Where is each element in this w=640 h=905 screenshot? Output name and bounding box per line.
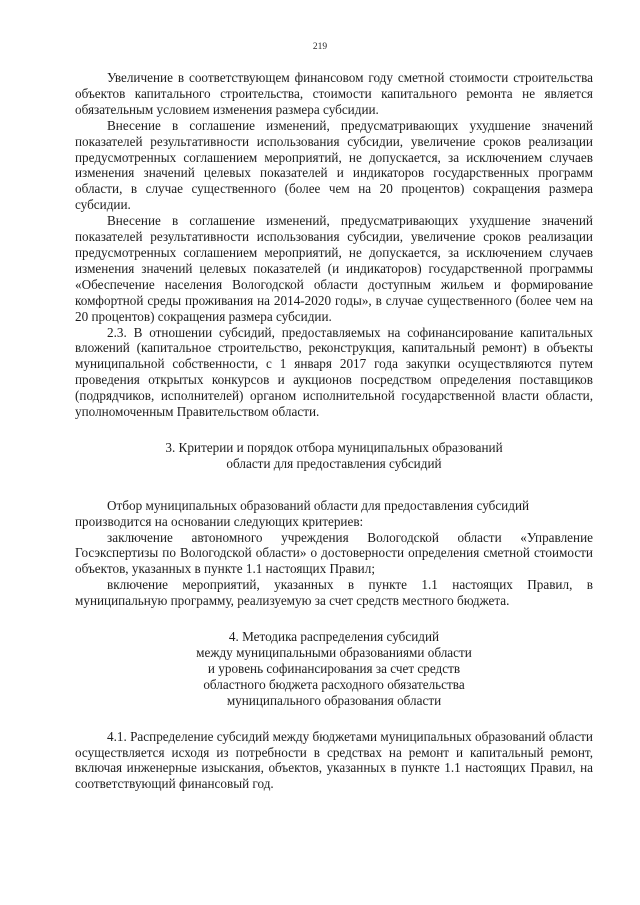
section-4-heading xyxy=(75,629,593,709)
paragraph-2-3-procurement: 2.3. В отношении субсидий, предоставляемых на софинансирование капитальных вложений (капитальное строительство, реконструкция, капитальный ремонт) в объекты муниципальной собственности, с 1 января 2017 года закупки осуществляются путем проведения открытых конкурсов и аукционов посредством определения поставщиков (подрядчиков, исполнителей) органом исполнительной государственной власти области, уполномоченным Правительством области. xyxy=(75,324,593,420)
paragraph-criterion-expert-conclusion: заключение автономного учреждения Вологодской области «Управление Госэкспертизы по Вологодской области» о достоверности определения сметной стоимости объектов, указанных в пункте 1.1 настоящих Правил; xyxy=(75,529,593,577)
selection-criteria-intro-part-1: Отбор муниципальных образований области для предоставления субсидий xyxy=(107,497,530,513)
paragraph-agreement-changes-state-programs: Внесение в соглашение изменений, предусматривающих ухудшение значений показателей результативности использования субсидии, увеличение сроков реализации предусмотренных соглашением мероприятий, не допускается, за исключением случаев изменения значений целевых показателей и индикаторов государственных программ области, в случае существенного (более чем на 20 процентов) сокращения размера субсидии. xyxy=(75,117,593,213)
section-3-heading-line-1: 3. Критерии и порядок отбора муниципальных образований xyxy=(165,439,503,455)
paragraph-selection-criteria-intro xyxy=(75,498,593,530)
paragraph-criterion-municipal-program: включение мероприятий, указанных в пункте 1.1 настоящих Правил, в муниципальную программу, реализуемую за счет средств местного бюджета. xyxy=(75,577,593,609)
document-body xyxy=(75,70,593,792)
selection-criteria-intro-part-2: производится на основании следующих критериев: xyxy=(75,513,364,529)
section-4-heading-line-2: между муниципальными образованиями области xyxy=(196,645,472,660)
paragraph-cost-increase: Увеличение в соответствующем финансовом году сметной стоимости строительства объектов капитального строительства, стоимости капитального ремонта не является обязательным условием изменения размера субсидии. xyxy=(75,70,593,117)
page-number: 219 xyxy=(312,42,328,52)
paragraph-4-1-distribution: 4.1. Распределение субсидий между бюджетами муниципальных образований области осуществляется исходя из потребности в средствах на ремонт и капитальный ремонт, включая инженерные изыскания, объектов, указанных в пункте 1.1 настоящих Правил, на соответствующий финансовый год. xyxy=(75,728,593,792)
section-3-heading xyxy=(75,440,593,472)
section-4-heading-line-4: областного бюджета расходного обязательства xyxy=(203,676,465,692)
section-4-heading-line-1: 4. Методика распределения субсидий xyxy=(228,629,440,645)
section-4-heading-line-3: и уровень софинансирования за счет средств xyxy=(207,660,461,676)
section-4-heading-line-5: муниципального образования области xyxy=(226,692,442,708)
paragraph-agreement-changes-housing-program: Внесение в соглашение изменений, предусматривающих ухудшение значений показателей результативности использования субсидии, увеличение сроков реализации предусмотренных соглашением мероприятий, не допускается, за исключением случаев изменения значений целевых показателей (и индикаторов) государственной программы «Обеспечение населения Вологодской области доступным жильем и формирование комфортной среды проживания на 2014-2020 годы», в случае существенного (более чем на 20 процентов) сокращения размера субсидии. xyxy=(75,213,593,324)
section-3-heading-line-2: области для предоставления субсидий xyxy=(226,455,442,471)
